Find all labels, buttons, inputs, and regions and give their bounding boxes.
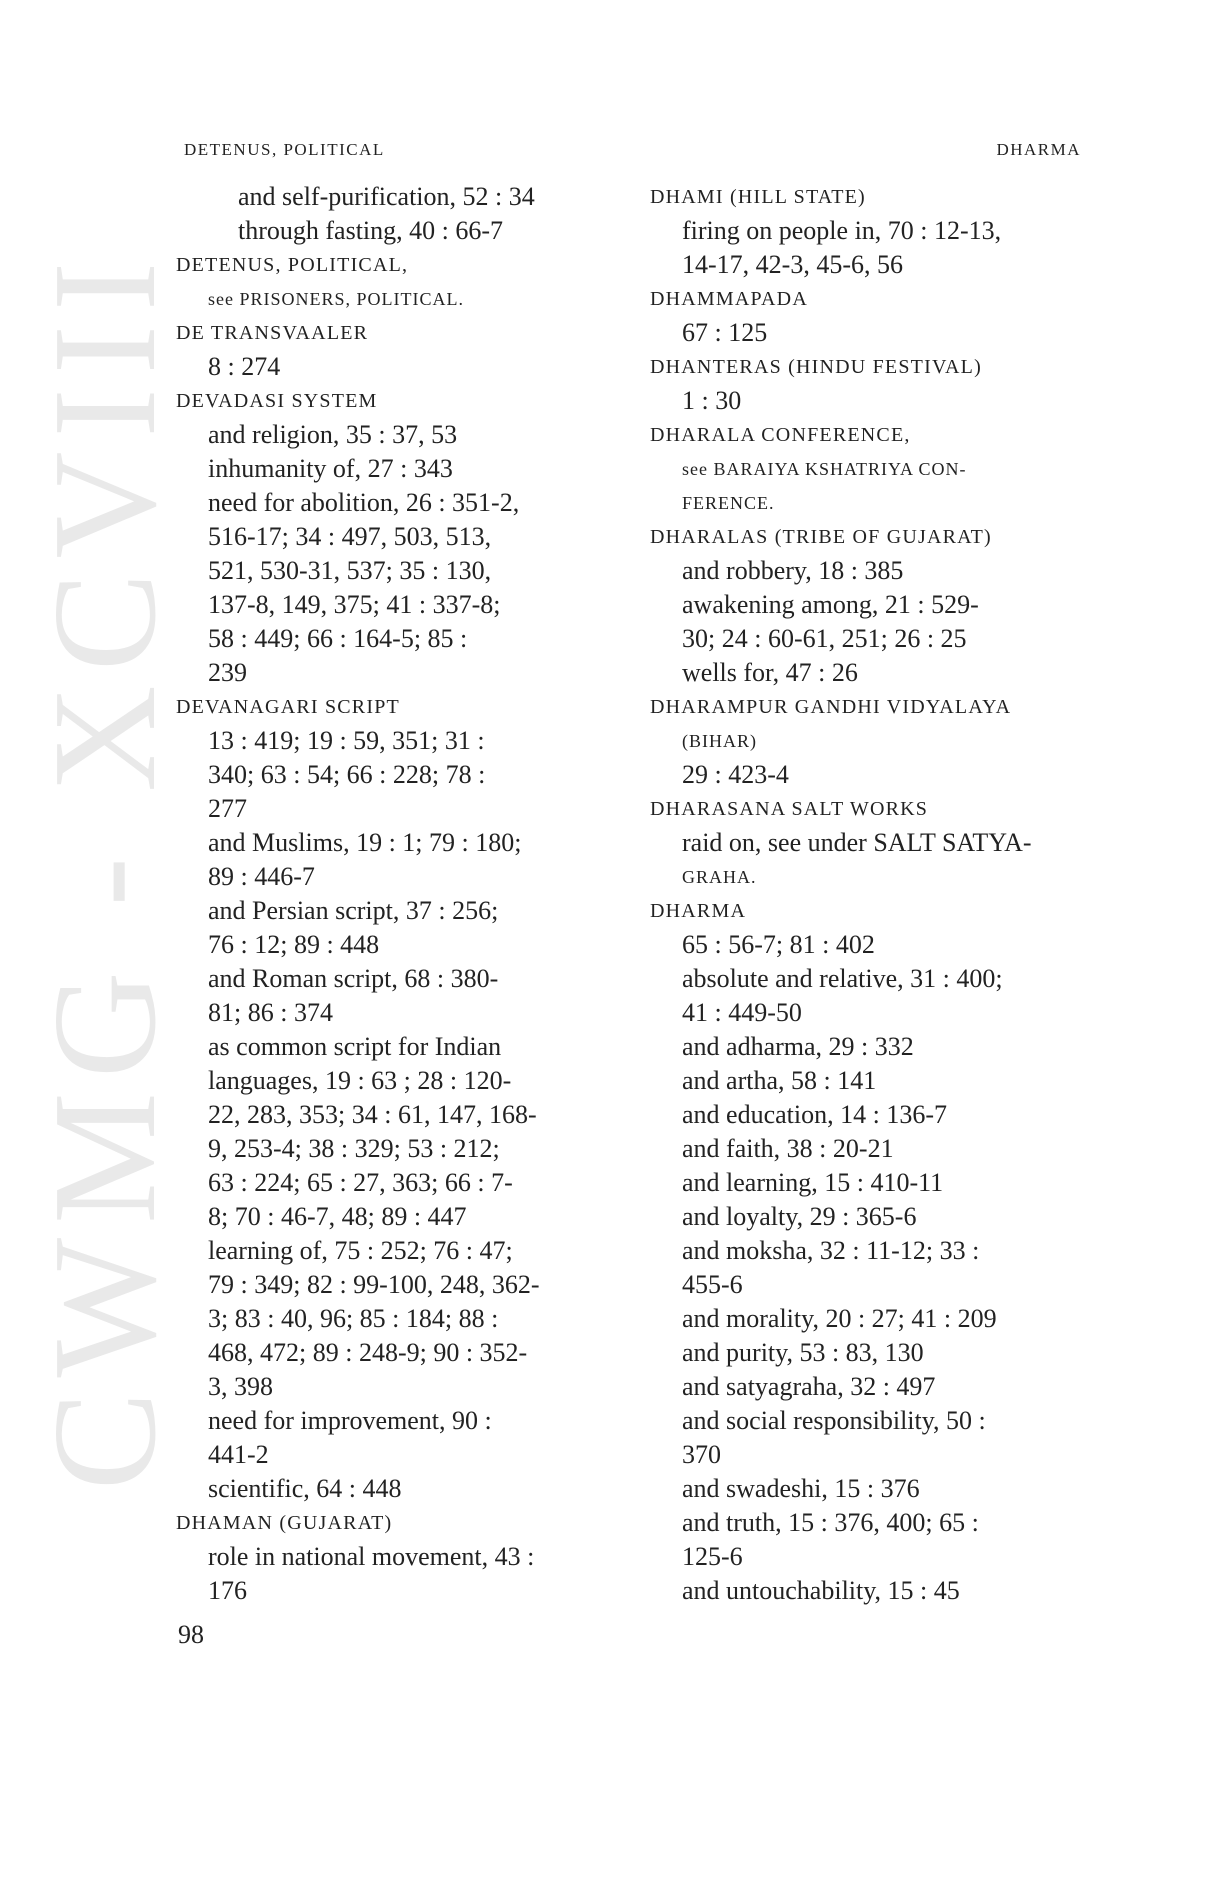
index-entry-line: need for improvement, 90 : <box>208 1406 492 1435</box>
index-entry-line: 89 : 446-7 <box>208 862 315 891</box>
index-entry-line: 277 <box>208 794 247 823</box>
page-number: 98 <box>178 1620 204 1649</box>
index-heading: DHAMI (HILL STATE) <box>650 186 866 208</box>
index-entry-line: 14-17, 42-3, 45-6, 56 <box>682 250 903 279</box>
index-entry-line: and truth, 15 : 376, 400; 65 : <box>682 1508 979 1537</box>
index-entry-line: 455-6 <box>682 1270 743 1299</box>
index-entry-line: absolute and relative, 31 : 400; <box>682 964 1003 993</box>
index-entry-line: and satyagraha, 32 : 497 <box>682 1372 936 1401</box>
index-entry-line: 516-17; 34 : 497, 503, 513, <box>208 522 492 551</box>
index-heading: DHARALAS (TRIBE OF GUJARAT) <box>650 526 992 548</box>
running-head-right: DHARMA <box>996 140 1081 159</box>
index-entry-line: and Muslims, 19 : 1; 79 : 180; <box>208 828 522 857</box>
index-entry-line: learning of, 75 : 252; 76 : 47; <box>208 1236 513 1265</box>
index-column-left <box>176 180 606 1608</box>
index-heading: DE TRANSVAALER <box>176 322 369 344</box>
index-entry-line: and purity, 53 : 83, 130 <box>682 1338 924 1367</box>
index-entry-line: scientific, 64 : 448 <box>208 1474 402 1503</box>
index-entry-line: as common script for Indian <box>208 1032 502 1061</box>
index-heading: DHAMAN (GUJARAT) <box>176 1512 393 1534</box>
index-entry-line: 468, 472; 89 : 248-9; 90 : 352- <box>208 1338 528 1367</box>
index-entry-line: 239 <box>208 658 247 687</box>
index-heading: DEVADASI SYSTEM <box>176 390 378 412</box>
index-entry-line: 65 : 56-7; 81 : 402 <box>682 930 875 959</box>
index-entry-line: see PRISONERS, POLITICAL. <box>208 289 465 309</box>
watermark: CWMG - XCVIII <box>23 247 187 1491</box>
index-entry-line: and education, 14 : 136-7 <box>682 1100 947 1129</box>
index-entry-line: 441-2 <box>208 1440 269 1469</box>
index-heading: DHARALA CONFERENCE, <box>650 424 911 446</box>
index-entry-line: 30; 24 : 60-61, 251; 26 : 25 <box>682 624 967 653</box>
index-entry-line: 67 : 125 <box>682 318 768 347</box>
index-entry-line: and religion, 35 : 37, 53 <box>208 420 458 449</box>
index-entry-line: and morality, 20 : 27; 41 : 209 <box>682 1304 997 1333</box>
index-entry-line: 1 : 30 <box>682 386 742 415</box>
index-entry-line: GRAHA. <box>682 867 757 887</box>
index-heading: DHANTERAS (HINDU FESTIVAL) <box>650 356 982 378</box>
index-heading: DHARASANA SALT WORKS <box>650 798 929 820</box>
index-heading: DHARMA <box>650 900 747 922</box>
index-entry-line: role in national movement, 43 : <box>208 1542 535 1571</box>
index-entry-line: 29 : 423-4 <box>682 760 789 789</box>
index-entry-line: and self-purification, 52 : 34 <box>238 182 535 211</box>
index-heading: DETENUS, POLITICAL, <box>176 254 409 276</box>
index-entry-line: through fasting, 40 : 66-7 <box>238 216 504 245</box>
index-entry-line: 8 : 274 <box>208 352 281 381</box>
index-entry-line: and artha, 58 : 141 <box>682 1066 877 1095</box>
index-entry-line: 76 : 12; 89 : 448 <box>208 930 380 959</box>
index-entry-line: and Roman script, 68 : 380- <box>208 964 499 993</box>
index-entry-line: and moksha, 32 : 11-12; 33 : <box>682 1236 980 1265</box>
index-entry-line: 176 <box>208 1576 247 1605</box>
index-entry-line: 340; 63 : 54; 66 : 228; 78 : <box>208 760 486 789</box>
index-entry-line: inhumanity of, 27 : 343 <box>208 454 453 483</box>
index-entry-line: 13 : 419; 19 : 59, 351; 31 : <box>208 726 485 755</box>
index-entry-line: and robbery, 18 : 385 <box>682 556 904 585</box>
index-entry-line: see BARAIYA KSHATRIYA CON- <box>682 459 967 479</box>
running-head-left: DETENUS, POLITICAL <box>184 140 385 159</box>
index-entry-line: 81; 86 : 374 <box>208 998 333 1027</box>
index-entry-line: and swadeshi, 15 : 376 <box>682 1474 920 1503</box>
index-entry-line: and learning, 15 : 410-11 <box>682 1168 944 1197</box>
index-entry-line: (BIHAR) <box>682 731 757 751</box>
index-entry-line: and untouchability, 15 : 45 <box>682 1576 960 1605</box>
index-entry-line: FERENCE. <box>682 493 775 513</box>
index-entry-line: 9, 253-4; 38 : 329; 53 : 212; <box>208 1134 500 1163</box>
index-entry-line: 63 : 224; 65 : 27, 363; 66 : 7- <box>208 1168 513 1197</box>
index-entry-line: raid on, see under SALT SATYA- <box>682 828 1032 857</box>
index-entry-line: 79 : 349; 82 : 99-100, 248, 362- <box>208 1270 540 1299</box>
index-entry-line: 22, 283, 353; 34 : 61, 147, 168- <box>208 1100 537 1129</box>
index-entry-line: 137-8, 149, 375; 41 : 337-8; <box>208 590 501 619</box>
index-entry-line: 370 <box>682 1440 721 1469</box>
index-heading: DEVANAGARI SCRIPT <box>176 696 400 718</box>
index-entry-line: awakening among, 21 : 529- <box>682 590 979 619</box>
index-entry-line: need for abolition, 26 : 351-2, <box>208 488 520 517</box>
index-entry-line: 521, 530-31, 537; 35 : 130, <box>208 556 492 585</box>
index-entry-line: 8; 70 : 46-7, 48; 89 : 447 <box>208 1202 467 1231</box>
index-entry-line: 3, 398 <box>208 1372 273 1401</box>
index-entry-line: 58 : 449; 66 : 164-5; 85 : <box>208 624 468 653</box>
index-entry-line: and adharma, 29 : 332 <box>682 1032 914 1061</box>
index-heading: DHARAMPUR GANDHI VIDYALAYA <box>650 696 1012 718</box>
index-entry-line: and Persian script, 37 : 256; <box>208 896 499 925</box>
index-heading: DHAMMAPADA <box>650 288 808 310</box>
index-entry-line: and loyalty, 29 : 365-6 <box>682 1202 917 1231</box>
index-entry-line: and faith, 38 : 20-21 <box>682 1134 894 1163</box>
index-entry-line: 3; 83 : 40, 96; 85 : 184; 88 : <box>208 1304 499 1333</box>
index-entry-line: languages, 19 : 63 ; 28 : 120- <box>208 1066 512 1095</box>
index-column-right <box>650 180 1080 1608</box>
index-entry-line: firing on people in, 70 : 12-13, <box>682 216 1002 245</box>
index-entry-line: and social responsibility, 50 : <box>682 1406 986 1435</box>
index-entry-line: wells for, 47 : 26 <box>682 658 858 687</box>
index-entry-line: 41 : 449-50 <box>682 998 802 1027</box>
index-entry-line: 125-6 <box>682 1542 743 1571</box>
